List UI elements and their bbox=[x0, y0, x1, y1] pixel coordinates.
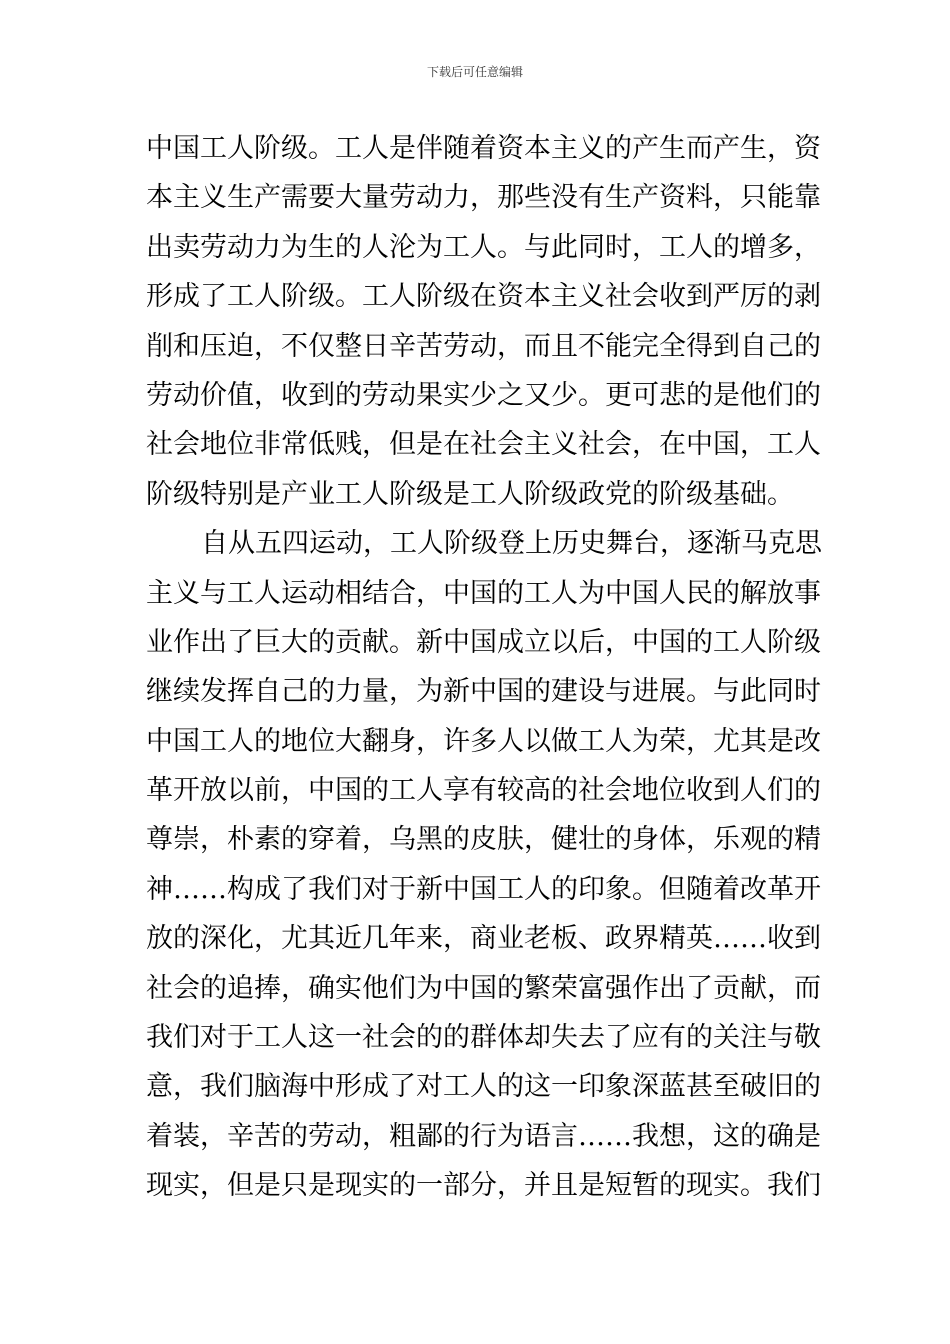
text-line: 阶级特别是产业工人阶级是工人阶级政党的阶级基础。 bbox=[146, 478, 794, 510]
text-line: 我们对于工人这一社会的的群体却失去了应有的关注与敬 bbox=[146, 1022, 821, 1054]
text-line: 中国工人的地位大翻身，许多人以做工人为荣，尤其是改 bbox=[146, 725, 821, 757]
text-line: 放的深化，尤其近几年来，商业老板、政界精英……收到 bbox=[146, 923, 821, 955]
text-line: 继续发挥自己的力量，为新中国的建设与进展。与此同时 bbox=[146, 676, 821, 708]
text-line: 形成了工人阶级。工人阶级在资本主义社会收到严厉的剥 bbox=[146, 281, 821, 313]
text-line: 革开放以前，中国的工人享有较高的社会地位收到人们的 bbox=[146, 775, 821, 807]
page-header: 下载后可任意编辑 bbox=[426, 65, 523, 79]
text-line: 出卖劳动力为生的人沦为工人。与此同时，工人的增多， bbox=[146, 231, 821, 263]
text-line: 社会的追捧，确实他们为中国的繁荣富强作出了贡献，而 bbox=[146, 972, 821, 1004]
paragraph-1 bbox=[146, 124, 821, 519]
text-line: 现实，但是只是现实的一部分，并且是短暂的现实。我们 bbox=[146, 1170, 821, 1202]
text-line: 主义与工人运动相结合，中国的工人为中国人民的解放事 bbox=[146, 577, 821, 609]
text-line: 中国工人阶级。工人是伴随着资本主义的产生而产生，资 bbox=[146, 133, 821, 164]
text-line: 着装，辛苦的劳动，粗鄙的行为语言……我想，这的确是 bbox=[146, 1120, 821, 1152]
paragraph-2 bbox=[146, 519, 822, 1210]
text-line: 神……构成了我们对于新中国工人的印象。但随着改革开 bbox=[146, 873, 821, 905]
text-line: 社会地位非常低贱，但是在社会主义社会，在中国，工人 bbox=[146, 429, 821, 461]
text-line: 意，我们脑海中形成了对工人的这一印象深蓝甚至破旧的 bbox=[146, 1071, 821, 1103]
document-body bbox=[146, 124, 822, 1211]
text-line: 尊崇，朴素的穿着，乌黑的皮肤，健壮的身体，乐观的精 bbox=[146, 824, 821, 856]
text-line: 劳动价值，收到的劳动果实少之又少。更可悲的是他们的 bbox=[146, 379, 821, 411]
text-line: 削和压迫，不仅整日辛苦劳动，而且不能完全得到自己的 bbox=[146, 330, 821, 362]
text-line: 本主义生产需要大量劳动力，那些没有生产资料，只能靠 bbox=[146, 182, 821, 214]
text-line: 自从五四运动，工人阶级登上历史舞台，逐渐马克思 bbox=[201, 528, 822, 560]
text-line: 业作出了巨大的贡献。新中国成立以后，中国的工人阶级 bbox=[146, 626, 821, 658]
